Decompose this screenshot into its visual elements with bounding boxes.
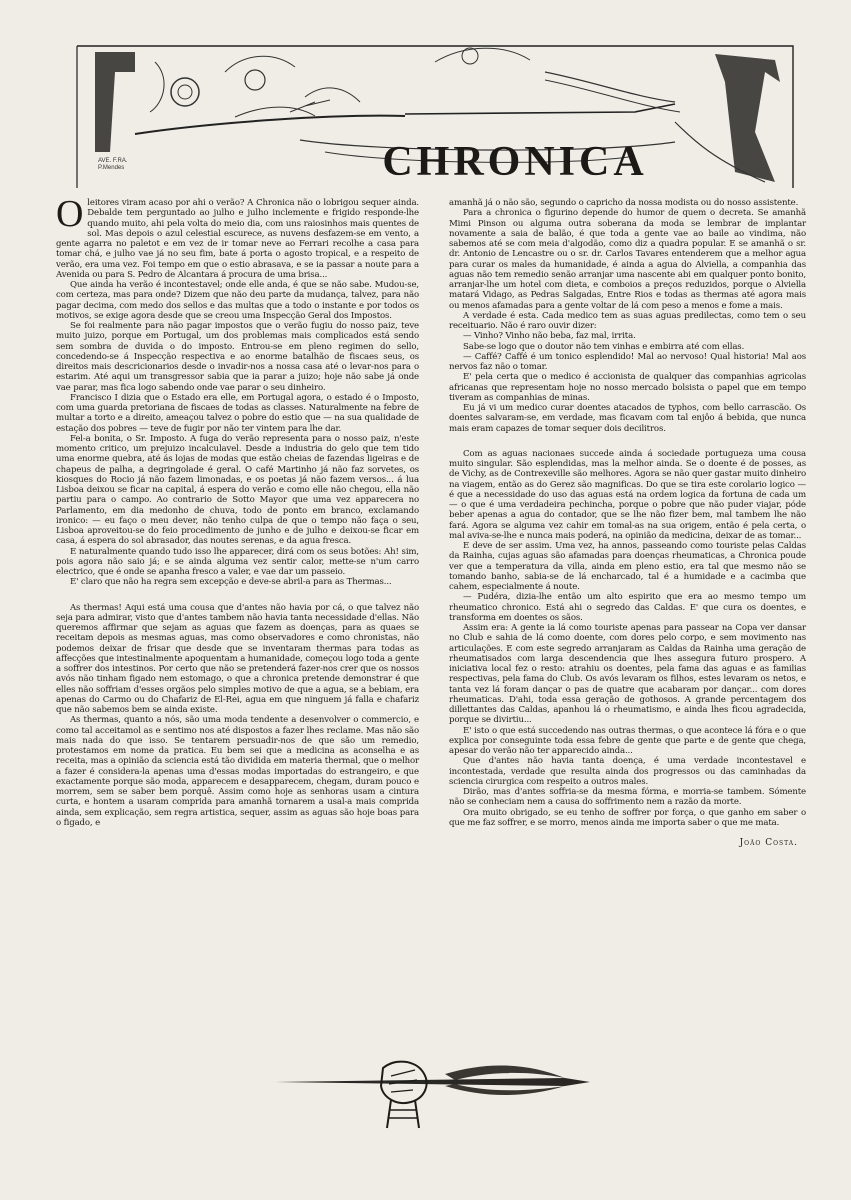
paragraph: E' isto o que está succedendo nas outras thermas, o que acontece lá fóra e o que explica por conseguinte toda essa febre de gente que parte e de gente que chega, apesar do verão não ter apparecido ainda...	[449, 725, 806, 756]
paragraph: Que ainda ha verão é incontestavel; onde elle anda, é que se não sabe. Mudou-se, com certeza, mas para onde? Dizem que não deu parte da mudança, talvez, para não pagar decima, com medo dos sellos e das multas que a todo o instante e por todos os motivos, se exige agora desde que se creou uma Inspecção Geral dos Impostos.	[56, 280, 419, 321]
paragraph: Francisco I dizia que o Estado era elle, em Portugal agora, o estado é o Imposto, com uma guarda pretoriana de fiscaes de todas as classes. Naturalmente na febre de multar a torto e a direito, ameaçou talvez o pobre do estio que — na sua qualidade de estação dos pobres — teve de fugir por não ter vintem para lhe dar.	[56, 392, 419, 434]
paragraph: — Vinho? Vinho não beba, faz mal, irrita.	[463, 331, 636, 342]
hand-and-quill-vignette	[265, 1040, 595, 1130]
paragraph: E naturalmente quando tudo isso lhe apparecer, dirá com os seus botões: Ah! sim, pois agora não saio já; e se ainda alguma vez sentir calor, mette-se n'um carro electrico, que é onde se apanha fresco a valer, e vae dar um passeio.	[56, 546, 419, 577]
paragraph: — Pudéra, dizia-lhe então um alto espirito que era ao mesmo tempo um rheumatico chronico. Está ahi o segredo das Caldas. E' que cura os doentes, e transforma em doentes os sãos.	[449, 592, 806, 623]
author-signature: João Costa.	[739, 838, 798, 848]
drop-cap: O	[56, 193, 84, 235]
paragraph: E deve de ser assim. Uma vez, ha annos, passeando como touriste pelas Caldas da Rainha, cujas aguas são afamadas para doenças rheumaticas, a Chronica poude ver que a temperatura da villa, ainda em pleno estio, era tal que mesmo não se tomando banho, sabia-se de lá encharcado, tal é a humidade e a cacimba que cahem, especialmente á noute.	[449, 541, 806, 592]
paragraph: E' claro que não ha regra sem excepção e deve-se abril-a para as Thermas...	[70, 577, 392, 588]
paragraph: Sabe-se logo que o doutor não tem vinhas e embirra até com ellas.	[463, 341, 745, 352]
paragraph: Que d'antes não havia tanta doença, é uma verdade incontestavel e incontestada, verdade que resulta ainda dos progressos ou das caminhadas da sciencia cirurgica com respeito a outros males.	[449, 756, 806, 787]
paragraph: As thermas! Aqui está uma cousa que d'antes não havia por cá, o que talvez não seja para admirar, visto que d'antes tambem não havia tanta necessidade d'ellas. Não queremos affirmar que sejam as aguas que fazem as doenças, para as quaes se receitam depois as mesmas aguas, mas como observadores e como chronistas, não podemos deixar de frisar que desde que se inventaram thermas para todas as affecções que intestinalmente apoquentam a humanidade, começou logo toda a gente a soffrer dos intestinos. Por certo que não se pretenderá fazer-nos crer que os nossos avós não tinham figado nem estomago, o que a chronica pretende demonstrar é que elles não soffriam d'esses orgãos pelo simples motivo de que a agua, se a bebiam, era apenas do Carmo ou do Chafariz de El-Rei, agua em que ninguem já falla e chafariz que não sabemos bem se ainda existe.	[56, 602, 419, 715]
artist-signature: AVE. F.RA. P.Mendes	[98, 158, 128, 171]
paragraph: Fel-a bonita, o Sr. Imposto. A fuga do verão representa para o nosso paiz, n'este momento critico, um prejuizo incalculavel. Desde a industria do gelo que tem tido uma enorme quebra, até ás lojas de modas que estão cheias de fazendas ligeiras e de chapeus de palha, a degringolade é geral. O café Martinho já não faz sorvetes, os kiosques do Rocio já não fazem limonadas, e os poetas já não fazem versos... á lua Lisboa deixou se ficar na capital, á espera do verão e como elle não chegou, ella não partiu para o campo. Ao contrario de Sotto Mayor que uma vez apparecera no Parlamento, em dia medonho de chuva, todo de ponto em branco, exclamando ironico: — eu faço o meu dever, não tenho culpa de que o tempo não faça o seu, Lisboa aproveitou-se do feio procedimento de junho e de julho e deixou-se ficar em casa, á espera do sol abrasador, das noutes serenas, e da agua fresca.	[56, 433, 419, 547]
paragraph: Se foi realmente para não pagar impostos que o verão fugiu do nosso paiz, teve muito juizo, porque em Portugal, um dos problemas mais complicados está sendo sem sombra de duvida o do imposto. Entrou-se em pleno regimen do sello, concedendo-se á Inspecção respectiva e ao enorme batalhão de fiscaes seus, os direitos mais descricionarios desde o invadir-nos a nossa casa até o levar-nos para o estarim. Até aqui um transgressor sabia que ia parar a juizo; hoje não sabe já onde vae parar, mas fica logo sabendo onde vae parar o seu dinheiro.	[56, 321, 419, 393]
paragraph: — Caffé? Caffé é um tonico esplendido! Mal ao nervoso! Qual historia! Mal aos nervos faz não o tomar.	[449, 351, 806, 372]
paragraph: As thermas, quanto a nós, são uma moda tendente a desenvolver o commercio, e como tal acceitamol as e sentimo nos até dispostos a fazer lhes reclame. Mas não são mais nada do que isso. Se tentarem persuadir-nos de que são um remedio, protestamos em nome da pratica. Eu bem sei que a medicina as aconselha e as receita, mas a opinião da sciencia está tão dividida em materia thermal, que o melhor a fazer é considera-la apenas uma d'essas modas importadas do estrangeiro, e que exactamente porque são moda, apparecem e desapparecem, chegam, duram pouco e morrem, sem se saber bem porquê. Assim como hoje as senhoras usam a cintura curta, e hontem a usaram comprida para amanhã tornarem a usal-a mais comprida ainda, sem explicação, sem regra artistica, sequer, assim as aguas são hoje boas para o figado, e	[56, 715, 419, 828]
article-left-column	[56, 193, 419, 828]
paragraph: Eu já vi um medico curar doentes atacados de typhos, com bello carrascão. Os doentes salvaram-se, em verdade, mas ficavam com tal enjôo á bebida, que nunca mais eram capazes de tomar sequer dois decilitros.	[449, 403, 806, 434]
article-right-column	[449, 198, 806, 848]
paragraph: Ora muito obrigado, se eu tenho de soffrer por força, o que ganho em saber o que me faz soffrer, e se morro, menos ainda me importa saber o que me mata.	[449, 807, 806, 828]
paragraph: E' pela certa que o medico é accionista de qualquer das companhias agricolas africanas que representam hoje no nosso mercado bolsista o papel que em tempo tiveram as companhias de minas.	[449, 372, 806, 403]
paragraph: Para a chronica o figurino depende do humor de quem o decreta. Se amanhã Mimi Pinson ou alguma outra soberana da moda se lembrar de implantar novamente a saia de balão, é que toda a gente vae ao baile ao vindima, não sabemos até se com meia d'algodão, como diz a quadra popular. E se amanhã o sr. dr. Antonio de Lencastre ou o sr. dr. Carlos Tavares entenderem que a melhor agua para curar os males da humanidade, é ainda a agua do Alviella, a companhia das aguas não tem remedio senão arranjar uma nascente abi em qualquer ponto bonito, arranjar-lhe um hotel com dieta, e comboios a preços reduzidos, porque o Alviella matará Vidago, as Pedras Salgadas, Entre Rios e todas as thermas até agora mais ou menos afamadas para a gente voltar de lá com peso a menos e fome a mais.	[449, 208, 806, 311]
paragraph: Com as aguas nacionaes succede ainda á sociedade portugueza uma cousa muito singular. São esplendidas, mas la melhor ainda. Se o doente é de posses, as de Vichy, as de Contrexeville são melhores. Agora se não quer gastar muito dinheiro na viagem, então as do Gerez são magnificas. Do que se tira este corolario logico — é que a necessidade do uso das aguas está na ordem logica da fortuna de cada um — o que é uma verdadeira pechincha, porque o pobre que não puder viajar, póde beber apenas a agua do contador, que se lhe não fizer bem, mal tambem lhe não fará. Agora se alguma vez cahir em tomal-as na sua origem, então é pela certa, o mal aviva-se-lhe e nunca mais poderá, na opinião da medicina, deixar de as tomar...	[449, 448, 806, 541]
header-vignette	[75, 42, 795, 192]
paragraph: Dirão, mas d'antes soffria-se da mesma fórma, e morria-se tambem. Sómente não se conheciam nem a causa do soffrimento nem a razão da morte.	[449, 787, 806, 808]
hand-quill-icon	[265, 1040, 595, 1130]
paragraph: Oleitores viram acaso por ahi o verão? A Chronica não o lobrigou sequer ainda. Debalde tem perguntado ao julho e julho inclemente e frigido responde-lhe quando muito, ahi pela volta do meio dia, com uns raiosinhos mais quentes de sol. Mas depois o azul celestial escurece, as nuvens desfazem-se em vento, a gente agarra no paletot e em vez de ir tomar neve ao Ferrari recolhe a casa para tomar chá, e julho vae já no seu fim, bate á porta o agosto tropical, e a respeito de verão, era uma vez. Foi tempo em que o estio abrasava, e se ia passar a noute para a Avenida ou para S. Pedro de Alcantara á procura de uma brisa...	[56, 193, 419, 280]
page-title: CHRONICA	[382, 139, 648, 185]
paragraph: Assim era: A gente ia lá como touriste apenas para passear na Copa ver dansar no Club e sahia de lá como doente, com dores pelo corpo, e sem movimento nas articulações. E com este segredo arranjaram as Caldas da Rainha uma geração de rheumatisados com larga descendencia que lhes assegura futuro prospero. A iniciativa local fez o resto: atrahiu os doentes, pela fama das aguas e as familias respectivas, pela fama do Club. Os avós levaram os filhos, estes levaram os netos, e tanta vez lá foram dançar o pas de quatre que acabaram por dançar... com dores rheumaticas. D'ahi, toda essa geração de gothosos. A grande percentagem dos dillettantes das Caldas, apanhou lá o rheumatismo, e ainda lhes ficou agradecida, porque se divirtiu...	[449, 623, 806, 726]
paragraph: amanhã já o não são, segundo o capricho da nossa modista ou do nosso assistente.	[449, 198, 799, 208]
paragraph: A verdade é esta. Cada medico tem as suas aguas predilectas, como tem o seu receituario. Não é raro ouvir dizer:	[449, 310, 806, 331]
